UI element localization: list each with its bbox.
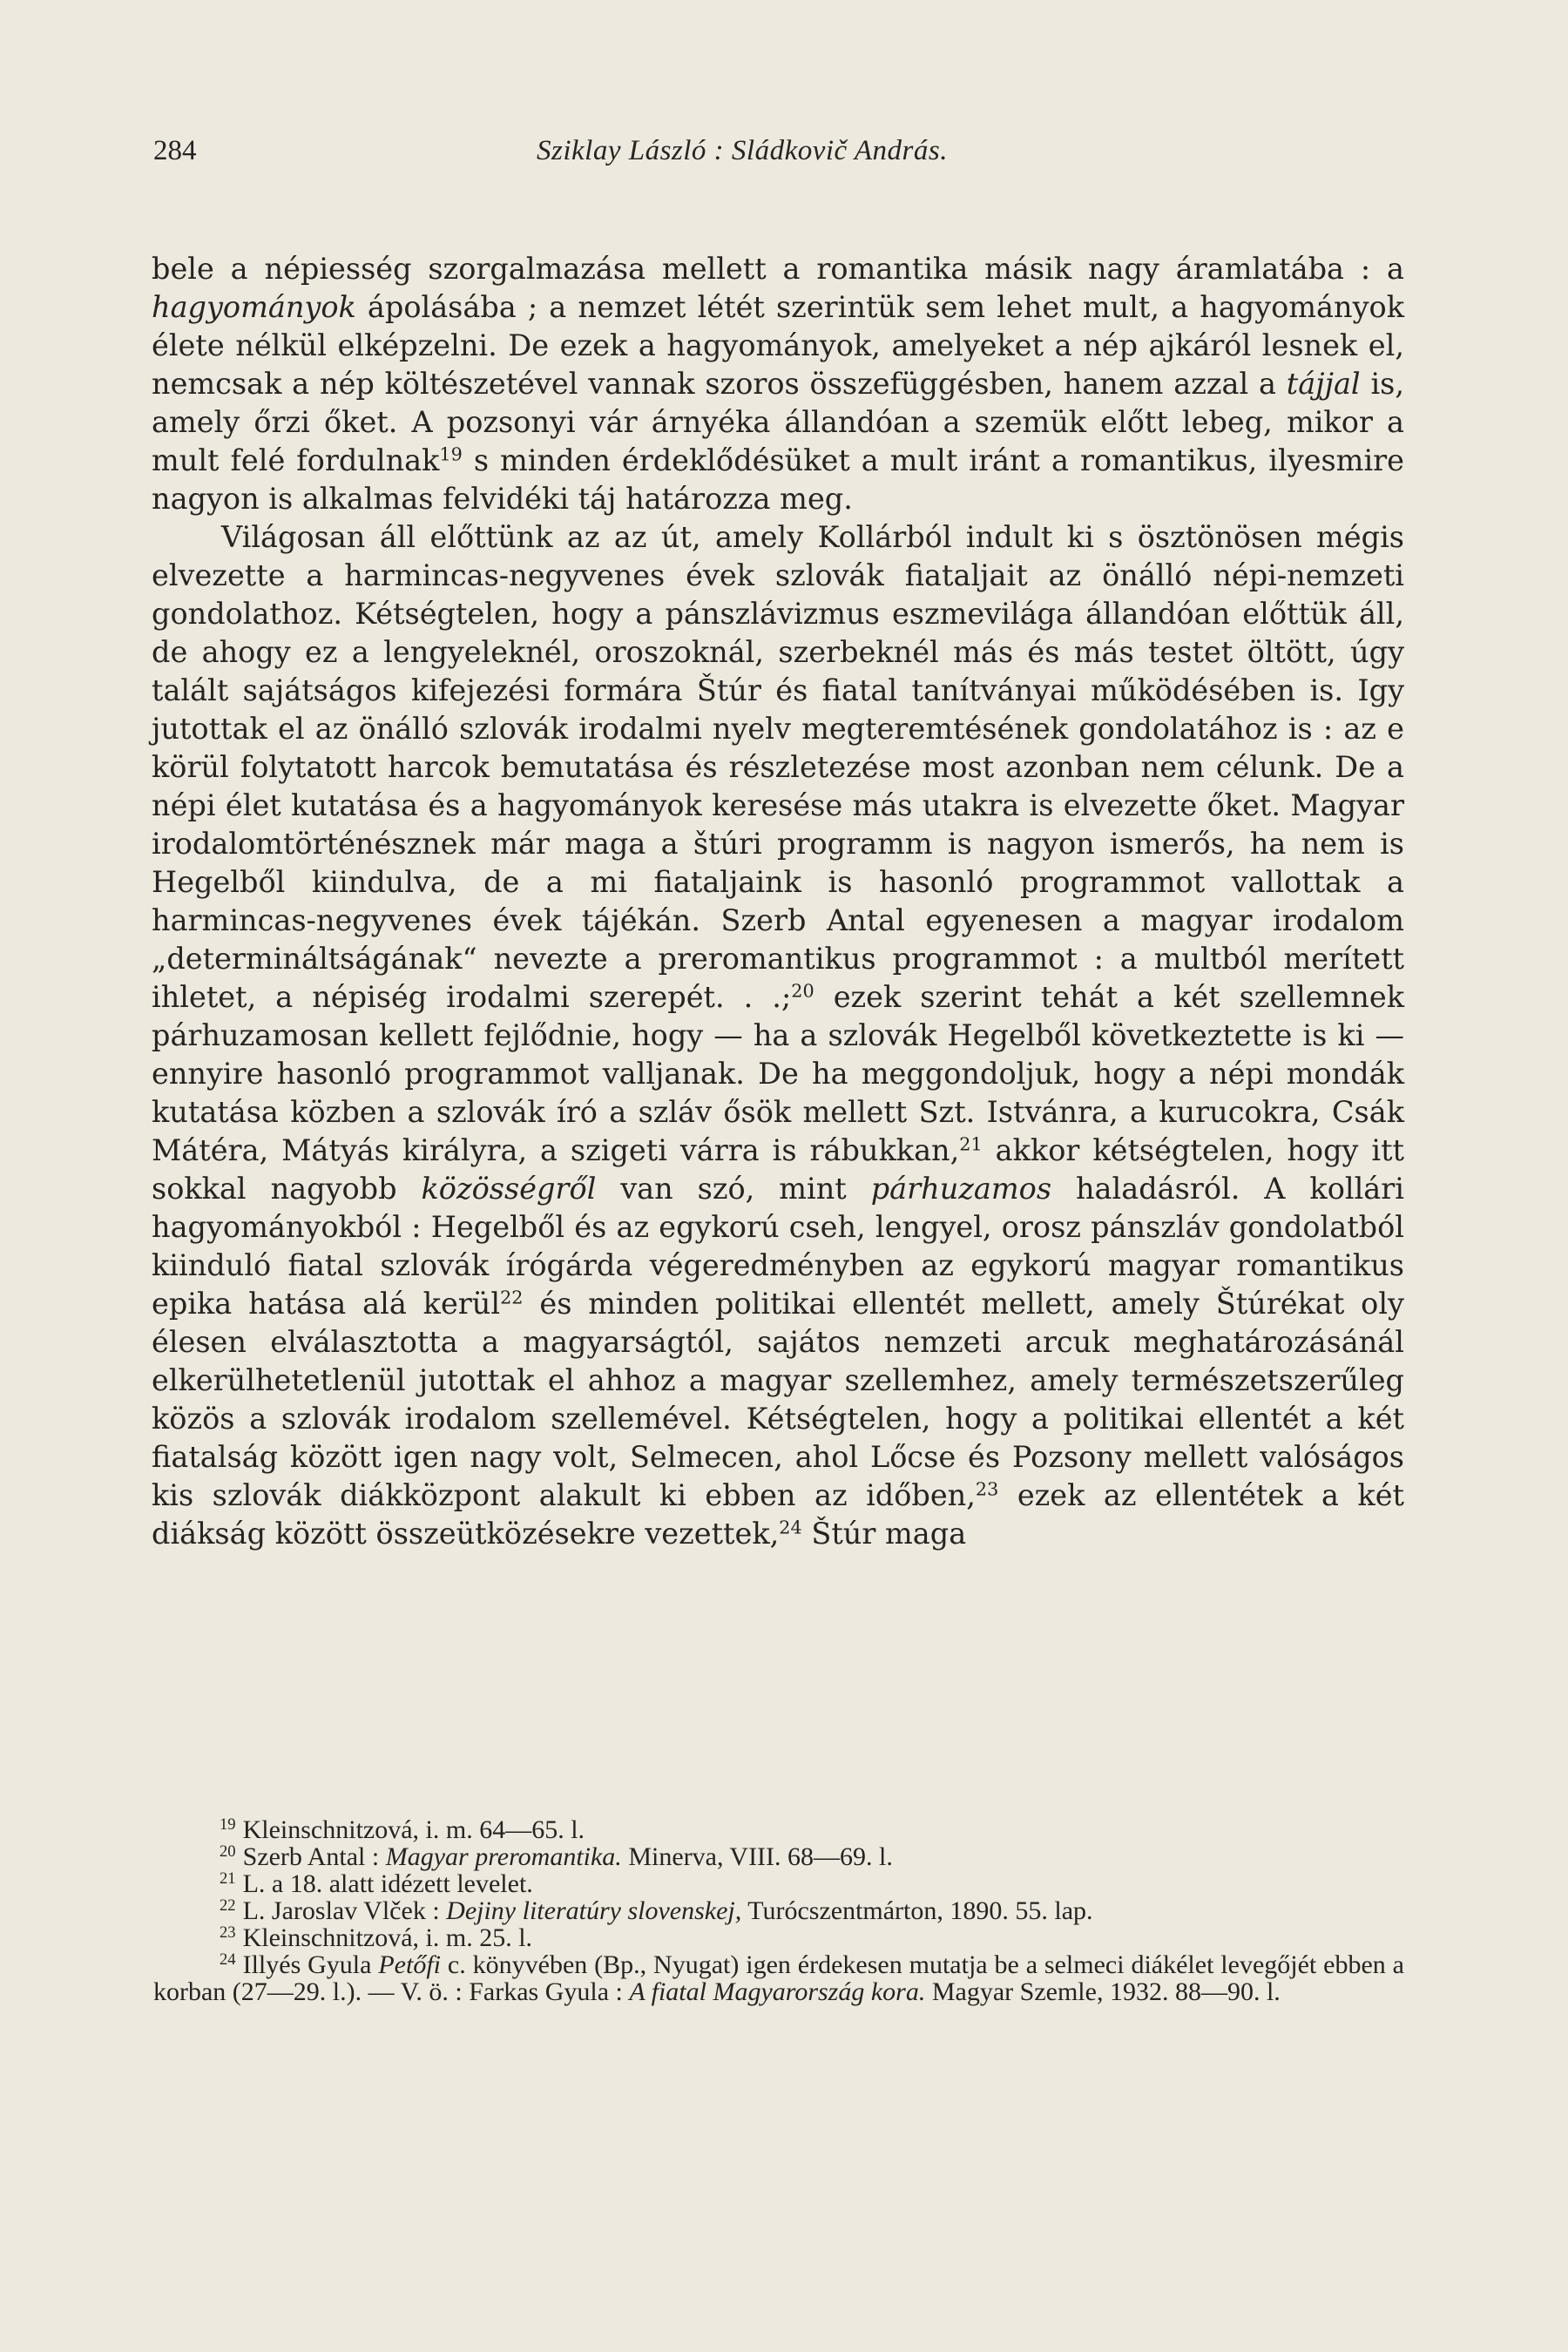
text-run: Világosan áll előttünk az az út, amely Kollárból indult ki s ösztönösen mégis elvezette a harmincas-negyvenes évek szlovák fiataljait az önálló népi-nemzeti gondolathoz. Kétségtelen, hogy a pánszlávizmus eszmevilága állandóan előttük áll, de ahogy ez a lengyeleknél, oroszoknál, szerbeknél más és más testet öltött, úgy talált sajátságos kifejezési formára Štúr és fiatal tanítványai működésében is. Igy jutottak el az önálló szlovák irodalmi nyelv megteremtésének gondolatához is : az e körül folytatott harcok bemutatása és részletezése most azonban nem célunk. De a népi élet kutatása és a hagyományok keresése más utakra is elvezette őket. Magyar irodalomtörténésznek már maga a štúri programm is nagyon ismerős, ha nem is Hegelből kiindulva, de a mi fiataljaink is hasonló programmot vallottak a harmincas-negyvenes évek tájékán. Szerb Antal egyenesen a magyar irodalom „determináltságának“ nevezte a preromantikus programmot : a multból merített ihletet, a népiség irodalmi szerepét. . .; bbox=[152, 520, 1404, 1014]
footnote-text: Magyar Szemle, 1932. 88—90. l. bbox=[925, 1977, 1281, 2006]
footnote-text: Szerb Antal : bbox=[242, 1842, 386, 1871]
running-head: Sziklay László : Sládkovič András. bbox=[537, 135, 948, 166]
footnote-19 bbox=[153, 1816, 1404, 1843]
text-run: ezek az ellentétek a két diákság között összeütközésekre vezettek, bbox=[152, 1478, 1404, 1551]
footnote-20 bbox=[153, 1843, 1404, 1870]
text-run: s minden érdeklődésüket a mult iránt a romantikus, ilyesmire nagyon is alkalmas felvidéki táj határozza meg. bbox=[152, 443, 1405, 516]
footnote-24 bbox=[153, 1951, 1404, 2005]
footnote-title: Magyar preromantika. bbox=[385, 1842, 622, 1871]
footnote-text: L. a 18. alatt idézett levelet. bbox=[242, 1869, 533, 1898]
text-run: van szó, mint bbox=[596, 1172, 871, 1206]
footnote-ref: 22 bbox=[500, 1287, 524, 1308]
footnote-text: c. könyvében (Bp., Nyugat) igen érdekesen mutatja be a selmeci diákélet levegőjét ebben a korban (27—29. l.). — V. ö. : Farkas Gyula : bbox=[153, 1950, 1404, 2006]
main-text bbox=[152, 250, 1404, 1553]
footnote-title: A fiatal Magyarország kora. bbox=[629, 1977, 926, 2006]
footnote-text: Minerva, VIII. 68—69. l. bbox=[621, 1842, 893, 1871]
footnote-number: 22 bbox=[220, 1896, 236, 1915]
paragraph-2 bbox=[152, 518, 1404, 1553]
footnote-ref: 24 bbox=[779, 1517, 802, 1538]
page-number: 284 bbox=[153, 135, 197, 166]
footnote-text: L. Jaroslav Vlček : bbox=[242, 1896, 447, 1925]
page-header bbox=[153, 129, 1416, 172]
footnote-ref: 21 bbox=[959, 1133, 983, 1155]
text-run: bele a népiesség szorgalmazása mellett a romantika másik nagy áramlatába : a bbox=[152, 252, 1404, 286]
footnote-ref: 23 bbox=[975, 1478, 999, 1500]
footnote-number: 24 bbox=[220, 1950, 236, 1969]
text-run: is, amely őrzi őket. A pozsonyi vár árnyéka állandóan a szemük előtt lebeg, mikor a mult felé fordulnak bbox=[152, 367, 1404, 477]
text-run: haladásról. A kollári hagyományokból : Hegelből és az egykorú cseh, lengyel, orosz pánszláv gondolatból kiinduló fiatal szlovák írógárda végeredményben az egykorú magyar romantikus epika hatása alá kerül bbox=[152, 1172, 1405, 1321]
text-run: Štúr maga bbox=[801, 1517, 967, 1551]
footnote-number: 23 bbox=[220, 1923, 236, 1942]
footnote-number: 21 bbox=[220, 1869, 236, 1888]
footnote-text: Kleinschnitzová, i. m. 25. l. bbox=[242, 1923, 533, 1952]
text-run: ezek szerint tehát a két szellemnek párhuzamosan kellett fejlődnie, hogy — ha a szlovák Hegelből következtette is ki — ennyire hasonló programmot valljanak. De ha meggondoljuk, hogy a népi mondák kutatása közben a szlovák író a szláv ősök mellett Szt. Istvánra, a kurucokra, Csák Mátéra, Mátyás királyra, a szigeti várra is rábukkan, bbox=[152, 980, 1405, 1167]
footnote-ref: 20 bbox=[791, 980, 814, 1002]
footnote-number: 20 bbox=[220, 1842, 236, 1861]
text-run: akkor kétségtelen, hogy itt sokkal nagyobb bbox=[152, 1133, 1405, 1206]
footnote-21 bbox=[153, 1870, 1404, 1897]
footnote-23 bbox=[153, 1924, 1404, 1951]
text-run: és minden politikai ellentét mellett, amely Štúrékat oly élesen elválasztotta a magyarságtól, sajátos nemzeti arcuk meghatározásánál elkerülhetetlenül jutottak el ahhoz a magyar szellemhez, amely természetszerűleg közös a szlovák irodalom szellemével. Kétségtelen, hogy a politikai ellentét a két fiatalság között igen nagy volt, Selmecen, ahol Lőcse és Pozsony mellett valóságos kis szlovák diákközpont alakult ki ebben az időben, bbox=[152, 1287, 1404, 1512]
footnote-text: Illyés Gyula bbox=[242, 1950, 379, 1979]
italic-term: párhuzamos bbox=[870, 1172, 1052, 1206]
footnote-title: Petőfi bbox=[378, 1950, 442, 1979]
footnote-title: Dejiny literatúry slovenskej, bbox=[446, 1896, 742, 1925]
italic-term: közösségről bbox=[421, 1172, 597, 1206]
footnote-ref: 19 bbox=[439, 443, 463, 465]
text-run: ápolásába ; a nemzet létét szerintük sem lehet mult, a hagyományok élete nélkül elképzelni. De ezek a hagyományok, amelyeket a nép ajkáról lesnek el, nemcsak a nép költészetével vannak szoros összefüggésben, hanem azzal a bbox=[152, 290, 1404, 401]
footnote-text: Turócszentmárton, 1890. 55. lap. bbox=[741, 1896, 1093, 1925]
footnote-text: Kleinschnitzová, i. m. 64—65. l. bbox=[242, 1815, 585, 1844]
italic-term: hagyományok bbox=[152, 290, 356, 324]
paragraph-1 bbox=[152, 250, 1404, 518]
footnote-number: 19 bbox=[220, 1815, 236, 1834]
footnotes bbox=[153, 1816, 1404, 2005]
italic-term: tájjal bbox=[1286, 367, 1361, 401]
footnote-22 bbox=[153, 1897, 1404, 1924]
